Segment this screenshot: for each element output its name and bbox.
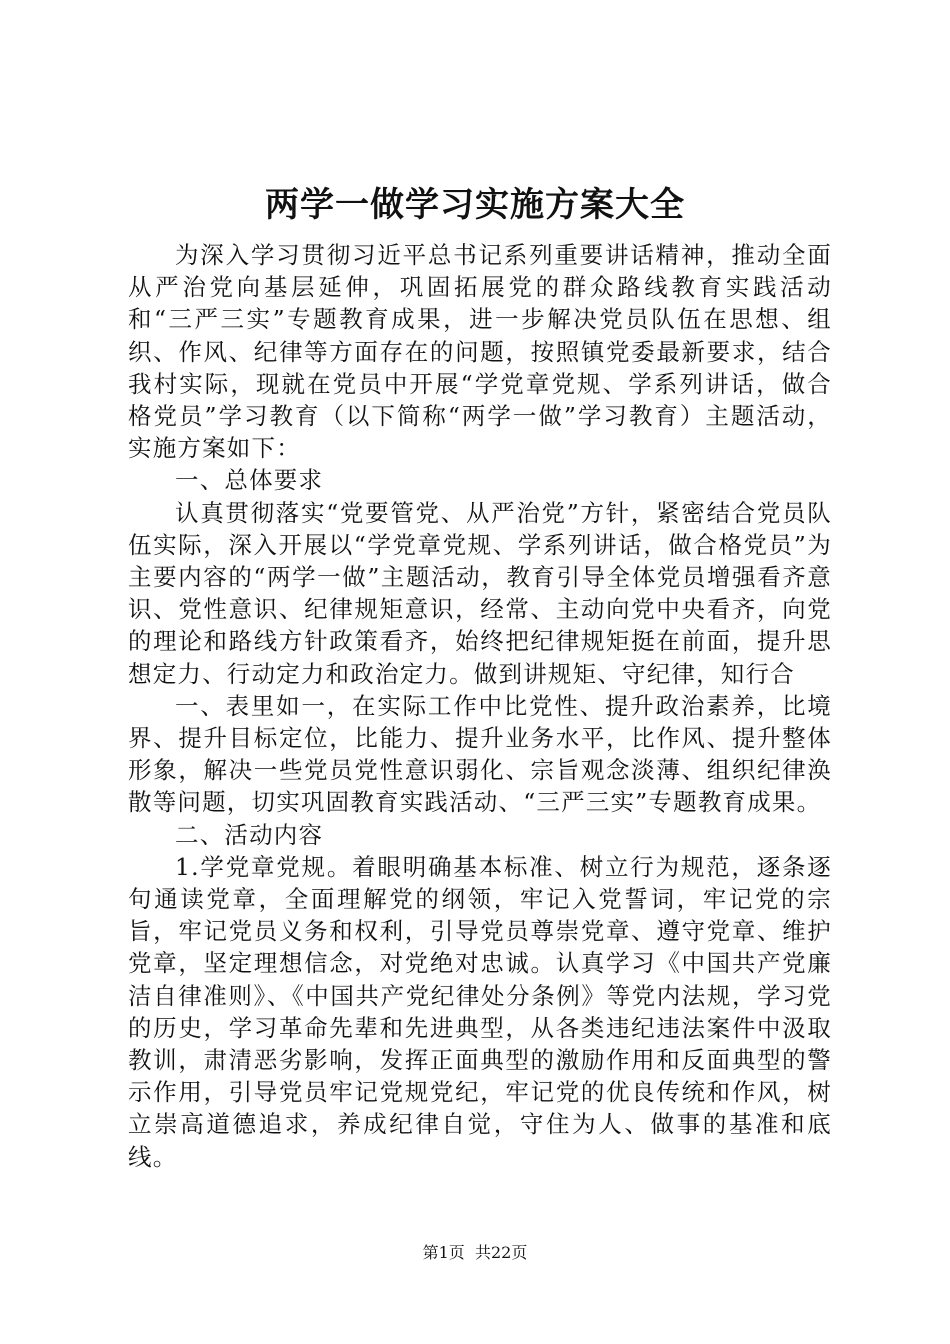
page-footer [0, 1243, 950, 1263]
consistency-paragraph: 一、表里如一，在实际工作中比党性、提升政治素养，比境界、提升目标定位，比能力、提升业务水平，比作风、提升整体形象，解决一些党员党性意识弱化、宗旨观念淡薄、组织纪律涣散等问题，切实巩固教育实践活动、“三严三实”专题教育成果。 [128, 691, 832, 817]
section-heading-general-requirements: 一、总体要求 [175, 466, 324, 495]
page-number: 第1页 [422, 1243, 465, 1262]
section-heading-activity-content: 二、活动内容 [175, 820, 324, 849]
general-requirements-paragraph: 认真贯彻落实“党要管党、从严治党”方针，紧密结合党员队伍实际，深入开展以“学党章党规、学系列讲话，做合格党员”为主要内容的“两学一做”主题活动，教育引导全体党员增强看齐意识、党性意识、纪律规矩意识，经常、主动向党中央看齐，向党的理论和路线方针政策看齐，始终把纪律规矩挺在前面，提升思想定力、行动定力和政治定力。做到讲规矩、守纪律，知行合 [128, 498, 832, 688]
document-body [128, 239, 832, 1173]
document-title: 两学一做学习实施方案大全 [265, 185, 685, 225]
study-party-rules-paragraph: 1.学党章党规。着眼明确基本标准、树立行为规范，逐条逐句通读党章，全面理解党的纲领，牢记入党誓词，牢记党的宗旨，牢记党员义务和权利，引导党员尊崇党章、遵守党章、维护党章，坚定理想信念，对党绝对忠诚。认真学习《中国共产党廉洁自律准则》、《中国共产党纪律处分条例》等党内法规，学习党的历史，学习革命先辈和先进典型，从各类违纪违法案件中汲取教训，肃清恶劣影响，发挥正面典型的激励作用和反面典型的警示作用，引导党员牢记党规党纪，牢记党的优良传统和作风，树立崇高道德追求，养成纪律自觉，守住为人、做事的基准和底线。 [128, 852, 832, 1171]
total-pages: 共22页 [474, 1243, 528, 1262]
intro-paragraph: 为深入学习贯彻习近平总书记系列重要讲话精神，推动全面从严治党向基层延伸，巩固拓展党的群众路线教育实践活动和“三严三实”专题教育成果，进一步解决党员队伍在思想、组织、作风、纪律等方面存在的问题，按照镇党委最新要求，结合我村实际，现就在党员中开展“学党章党规、学系列讲话，做合格党员”学习教育（以下简称“两学一做”学习教育）主题活动，实施方案如下： [128, 241, 832, 463]
